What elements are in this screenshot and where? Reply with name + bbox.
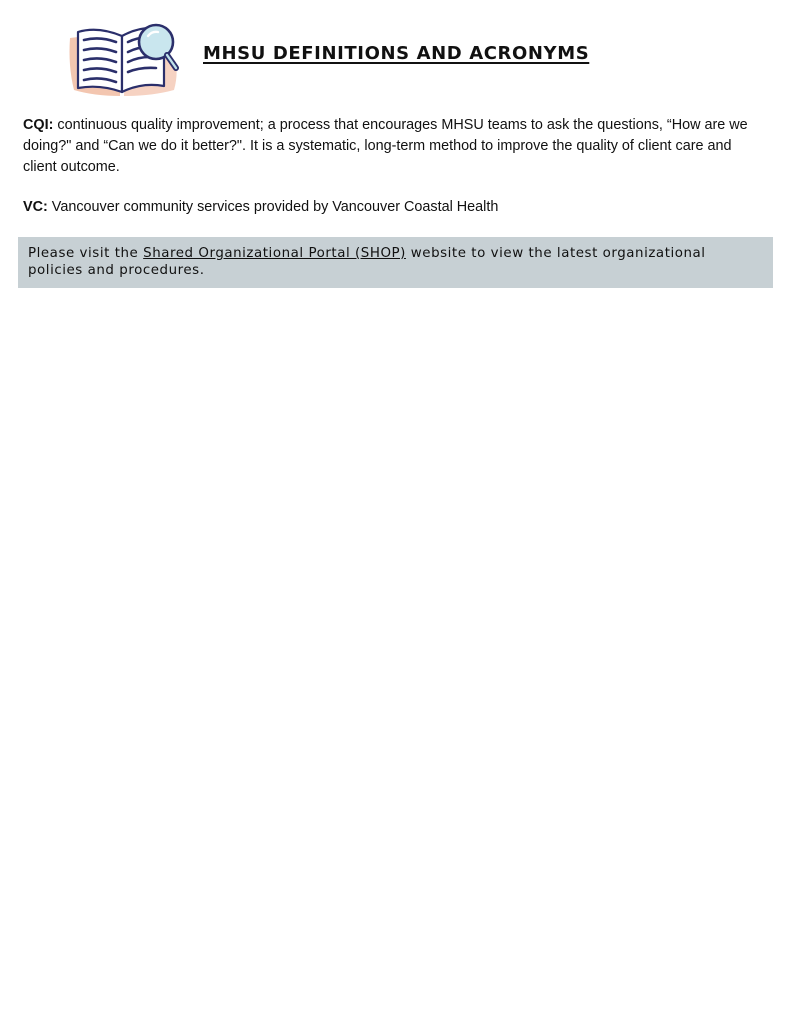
definition-vc [23, 197, 763, 218]
notice-prefix: Please visit the [28, 246, 144, 261]
notice-suffix: website to view the latest organizational policies and procedures. [28, 246, 706, 278]
definition-term: CQI: [23, 117, 54, 133]
open-book-magnifier-icon [64, 16, 188, 98]
definition-text: continuous quality improvement; a process that encourages MHSU teams to ask the questions, “How are we doing?" and “Can we do it better?". It is a systematic, long-term method to improve the quality of client care and client outcome. [23, 117, 748, 175]
page-header [0, 0, 791, 100]
page-title: MHSU DEFINITIONS AND ACRONYMS [203, 43, 590, 64]
definition-term: VC: [23, 199, 48, 215]
policy-notice-box [18, 237, 773, 288]
definition-cqi [23, 115, 763, 178]
definition-text: Vancouver community services provided by Vancouver Coastal Health [51, 199, 499, 215]
shop-portal-link[interactable]: Shared Organizational Portal (SHOP) [143, 246, 406, 261]
